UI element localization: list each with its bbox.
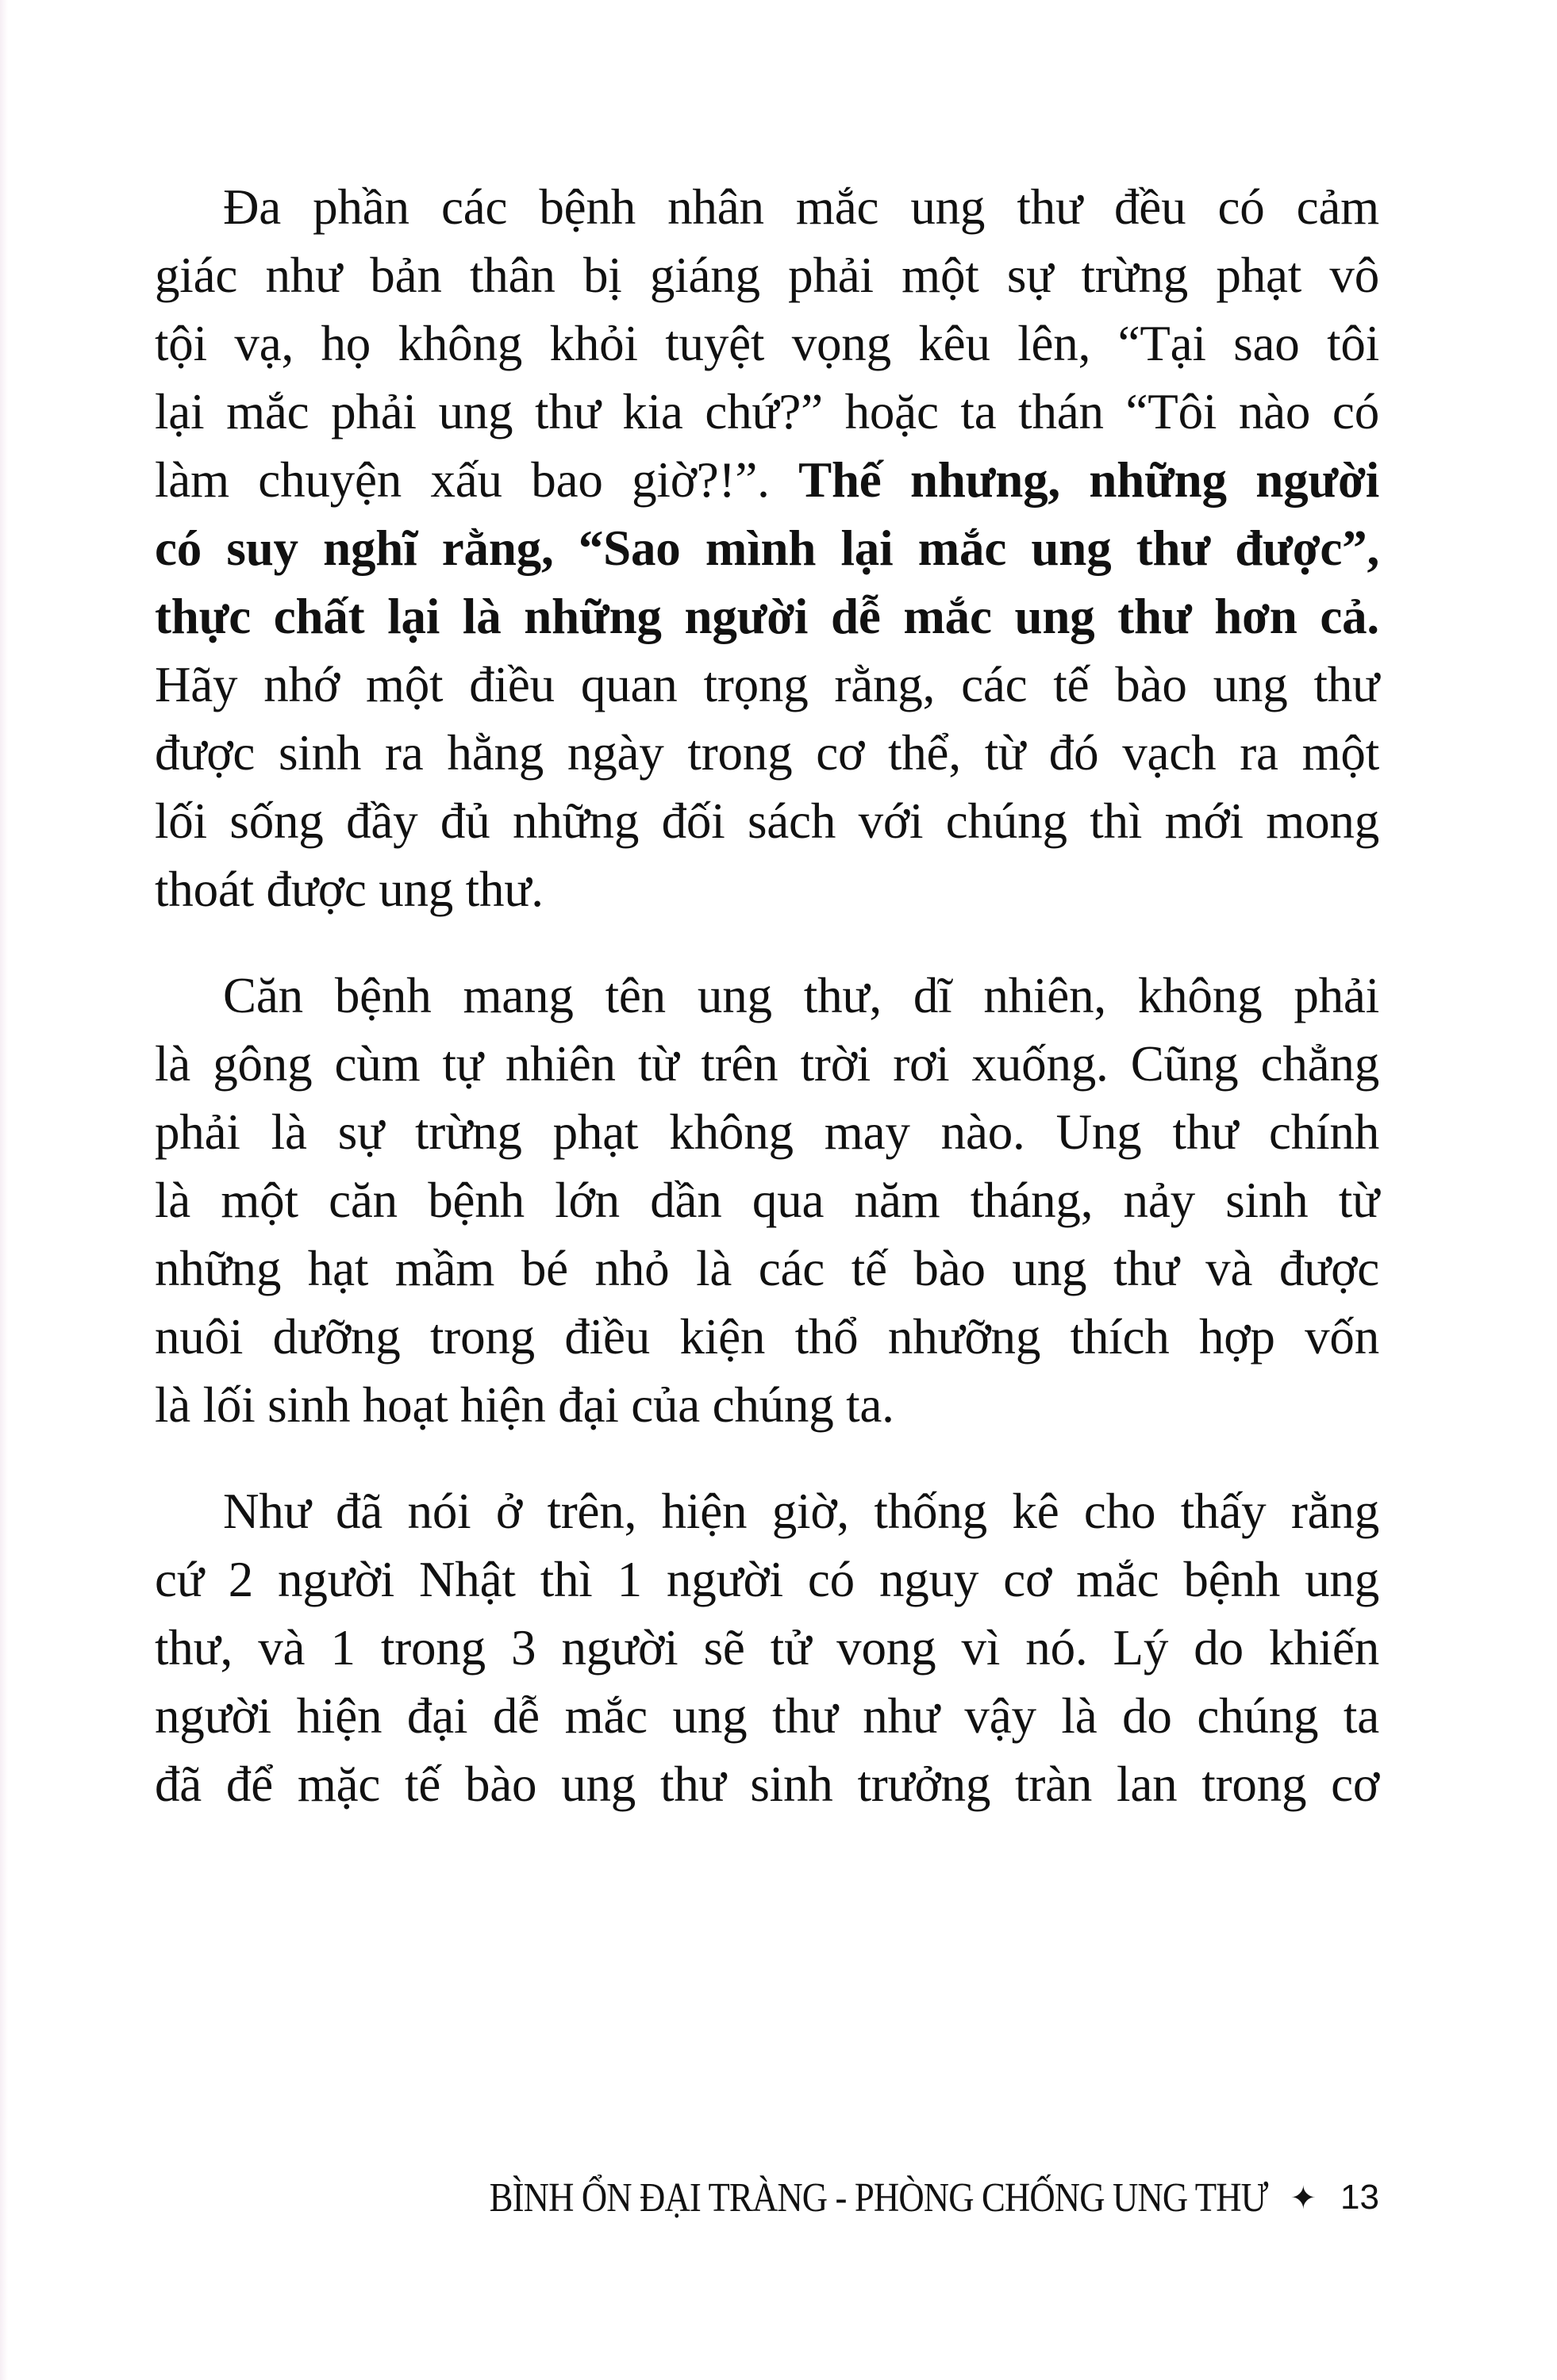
text-line: tội vạ, họ không khỏi tuyệt vọng kêu lên, “Tại sao tôi bbox=[155, 316, 1379, 371]
page-number: 13 bbox=[1340, 2178, 1379, 2217]
paragraph-3 bbox=[155, 1477, 1379, 1818]
text-line: thoát được ung thư. bbox=[155, 862, 544, 917]
emphasis-text-line: thực chất lại là những người dễ mắc ung thư hơn cả. bbox=[155, 589, 1379, 644]
text-line: lại mắc phải ung thư kia chứ?” hoặc ta thán “Tôi nào có bbox=[155, 384, 1379, 440]
text-line: Đa phần các bệnh nhân mắc ung thư đều có cảm bbox=[223, 179, 1379, 235]
text-line: giác như bản thân bị giáng phải một sự trừng phạt vô bbox=[155, 248, 1379, 303]
text-line: là lối sinh hoạt hiện đại của chúng ta. bbox=[155, 1377, 894, 1433]
four-point-star-icon: ✦ bbox=[1290, 2179, 1317, 2216]
text-line: đã để mặc tế bào ung thư sinh trưởng tràn lan trong cơ bbox=[155, 1756, 1379, 1812]
text-line: Căn bệnh mang tên ung thư, dĩ nhiên, không phải bbox=[223, 968, 1379, 1023]
page-edge-shadow bbox=[0, 0, 8, 2380]
text-line: là gông cùm tự nhiên từ trên trời rơi xuống. Cũng chẳng bbox=[155, 1036, 1379, 1092]
text-line: cứ 2 người Nhật thì 1 người có nguy cơ mắc bệnh ung bbox=[155, 1552, 1379, 1607]
text-line: thư, và 1 trong 3 người sẽ tử vong vì nó. Lý do khiến bbox=[155, 1620, 1379, 1676]
page-footer bbox=[262, 2170, 1379, 2225]
text-line: được sinh ra hằng ngày trong cơ thể, từ đó vạch ra một bbox=[155, 725, 1379, 781]
text-line: lối sống đầy đủ những đối sách với chúng thì mới mong bbox=[155, 793, 1379, 849]
text-line: nuôi dưỡng trong điều kiện thổ nhưỡng thích hợp vốn bbox=[155, 1309, 1379, 1365]
text-line: những hạt mầm bé nhỏ là các tế bào ung thư và được bbox=[155, 1241, 1379, 1296]
paragraph-1 bbox=[155, 173, 1379, 923]
emphasis-text-line: có suy nghĩ rằng, “Sao mình lại mắc ung thư được”, bbox=[155, 520, 1379, 576]
text-line: Hãy nhớ một điều quan trọng rằng, các tế bào ung thư bbox=[155, 657, 1379, 712]
text-line: là một căn bệnh lớn dần qua năm tháng, nảy sinh từ bbox=[155, 1173, 1379, 1228]
text-line-regular-part: làm chuyện xấu bao giờ?!”. bbox=[155, 452, 770, 508]
text-line: người hiện đại dễ mắc ung thư như vậy là do chúng ta bbox=[155, 1688, 1379, 1744]
text-line-mixed bbox=[155, 446, 1379, 514]
text-line: Như đã nói ở trên, hiện giờ, thống kê cho thấy rằng bbox=[223, 1484, 1379, 1539]
paragraph-2 bbox=[155, 962, 1379, 1439]
running-title: BÌNH ỔN ĐẠI TRÀNG - PHÒNG CHỐNG UNG THƯ bbox=[489, 2175, 1268, 2221]
text-line: phải là sự trừng phạt không may nào. Ung thư chính bbox=[155, 1104, 1379, 1160]
emphasis-text: Thế nhưng, những người bbox=[798, 452, 1379, 508]
body-text bbox=[155, 173, 1379, 1856]
